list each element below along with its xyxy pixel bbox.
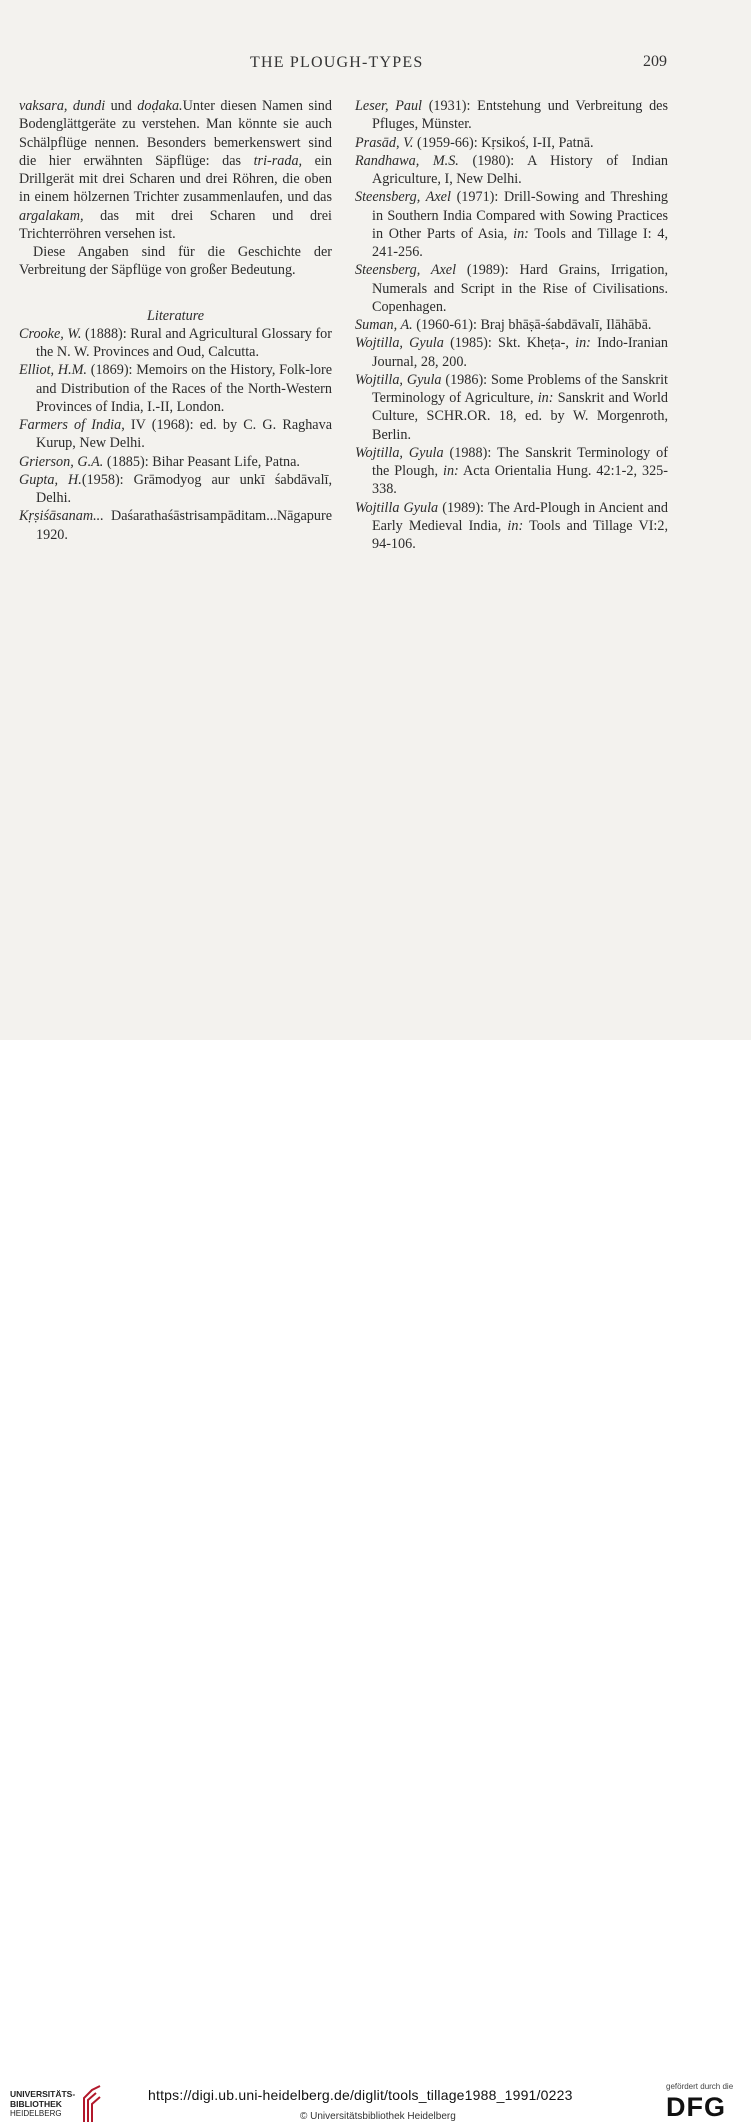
page-number: 209 [643,53,667,70]
right-column [355,97,668,553]
funding-caption: gefördert durch die [666,2082,734,2091]
term: vaksara, dundi [19,98,106,114]
footer-bar [0,1040,751,2122]
running-title: THE PLOUGH-TYPES [250,54,424,71]
permalink-url[interactable]: https://digi.ub.uni-heidelberg.de/diglit/tools_tillage1988_1991/0223 [148,2087,573,2103]
body-paragraph: vaksara, dundi und doḍaka.Unter diesen Namen sind Bodenglättgeräte zu verstehen. Man könnte sie auch Schälpflüge nennen. Besonders bemerkenswert sind die hier erwähnten Säpflüge: das tri-rada, ein Drillgerät mit drei Scharen und drei Röhren, die oben in einem hölzernen Trichter zusammenlaufen, und das argalakam, das mit drei Scharen und drei Trichterröhren versehen ist. [19,98,332,242]
library-logo[interactable]: UNIVERSITÄTS- BIBLIOTHEK HEIDELBERG [10,2089,76,2118]
reference-item: Wojtilla Gyula (1989): The Ard-Plough in Ancient and Early Medieval India, in: Tools and Tillage VI:2, 94-106. [355,499,669,552]
reference-item: Elliot, H.M. (1869): Memoirs on the History, Folk-lore and Distribution of the Races of the North-Western Provinces of India, I.-II, London. [19,362,332,415]
body-paragraph: Diese Angaben sind für die Geschichte der Verbreitung der Säpflüge von großer Bedeutung. [19,244,332,279]
reference-list [355,97,668,553]
reference-item: Wojtilla, Gyula (1985): Skt. Kheṭa-, in: Indo-Iranian Journal, 28, 200. [355,335,669,370]
copyright-notice: © Universitätsbibliothek Heidelberg [300,2111,456,2122]
reference-item: Prasād, V. (1959-66): Kṛsikoś, I-II, Patnā. [355,134,594,151]
library-mark-icon [80,2084,104,2124]
dfg-logo[interactable]: DFG [666,2092,726,2122]
term: tri-rada, [253,152,303,169]
reference-item: Gupta, H.(1958): Grāmodyog aur unkī śabdāvalī, Delhi. [19,471,333,506]
reference-item: Leser, Paul (1931): Entstehung und Verbreitung des Pfluges, Münster. [355,98,669,133]
reference-item: Steensberg, Axel (1971): Drill-Sowing and Threshing in Southern India Compared with Sowing Practices in Other Parts of Asia, in: Tools and Tillage I: 4, 241-256. [355,189,669,260]
reference-item: Farmers of India, IV (1968): ed. by C. G. Raghava Kurup, New Delhi. [19,417,332,452]
literature-heading: Literature [146,307,204,324]
reference-item: Grierson, G.A. (1885): Bihar Peasant Life, Patna. [19,453,300,470]
scanned-page [0,0,751,1040]
term: doḍaka. [137,98,183,114]
reference-item: Wojtilla, Gyula (1986): Some Problems of the Sanskrit Terminology of Agriculture, in: Sanskrit and World Culture, SCHR.OR. 18, ed. by W. Morgenroth, Berlin. [355,371,669,443]
reference-item: Crooke, W. (1888): Rural and Agricultural Glossary for the N. W. Provinces and Oud, Calcutta. [19,325,332,360]
reference-item: Wojtilla, Gyula (1988): The Sanskrit Terminology of the Plough, in: Acta Orientalia Hung. 42:1-2, 325-338. [355,444,668,498]
reference-item: Steensberg, Axel (1989): Hard Grains, Irrigation, Numerals and Script in the Rise of Civilisations. Copenhagen. [355,262,669,315]
reference-item: Kṛṣiśāsanam... Daśarathaśāstrisampāditam...Nāgapure 1920. [19,508,332,543]
reference-list [19,325,332,544]
reference-item: Suman, A. (1960-61): Braj bhāṣā-śabdāvalī, Ilāhābā. [355,317,652,333]
reference-item: Randhawa, M.S. (1980): A History of Indian Agriculture, I, New Delhi. [355,152,668,187]
left-column [19,97,332,544]
term: argalakam, [19,207,84,224]
